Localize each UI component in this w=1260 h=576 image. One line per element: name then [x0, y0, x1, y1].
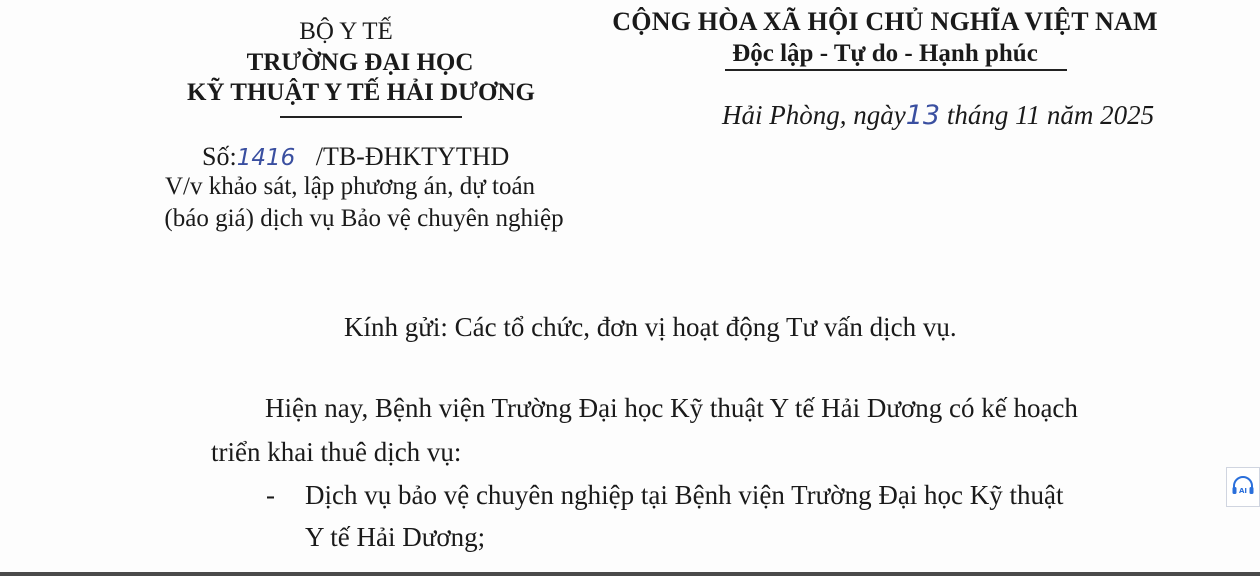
school-name-line1: TRƯỜNG ĐẠI HỌC	[246, 49, 474, 76]
left-header-underline	[280, 116, 462, 118]
headset-icon	[1230, 474, 1256, 500]
school-name-line2: KỸ THUẬT Y TẾ HẢI DƯƠNG	[187, 79, 535, 106]
national-title: CỘNG HÒA XÃ HỘI CHỦ NGHĨA VIỆT NAM	[612, 7, 1158, 36]
doc-number-suffix: /TB-ĐHKTYTHD	[315, 142, 510, 171]
date-place-prefix: Hải Phòng, ngày	[722, 100, 906, 130]
widget-label: AI	[1238, 487, 1248, 495]
doc-number-label: Số:	[202, 142, 237, 171]
page-bottom-edge	[0, 572, 1260, 576]
subject-line1: V/v khảo sát, lập phương án, dự toán	[164, 173, 536, 200]
doc-number-handwritten: 1416	[236, 145, 296, 171]
document-number	[202, 142, 509, 172]
date-rest: tháng 11 năm 2025	[946, 100, 1155, 130]
body-para1-line1: Hiện nay, Bệnh viện Trường Đại học Kỹ thuật Y tế Hải Dương có kế hoạch	[265, 393, 1078, 423]
bullet1-line2: Y tế Hải Dương;	[305, 522, 486, 552]
bullet1-line1: Dịch vụ bảo vệ chuyên nghiệp tại Bệnh viện Trường Đại học Kỹ thuật	[305, 480, 1064, 510]
date-day-handwritten: 13	[905, 100, 941, 131]
national-motto: Độc lập - Tự do - Hạnh phúc	[732, 40, 1038, 67]
bullet-dash: -	[266, 480, 275, 510]
motto-underline	[725, 69, 1067, 71]
body-para1-line2: triển khai thuê dịch vụ:	[211, 437, 462, 467]
ministry-name: BỘ Y TẾ	[299, 18, 393, 45]
subject-line2: (báo giá) dịch vụ Bảo vệ chuyên nghiệp	[164, 205, 564, 232]
date-line	[722, 100, 1154, 131]
ai-assistant-widget[interactable]	[1226, 467, 1260, 507]
recipient-line: Kính gửi: Các tổ chức, đơn vị hoạt động Tư vấn dịch vụ.	[344, 312, 957, 342]
